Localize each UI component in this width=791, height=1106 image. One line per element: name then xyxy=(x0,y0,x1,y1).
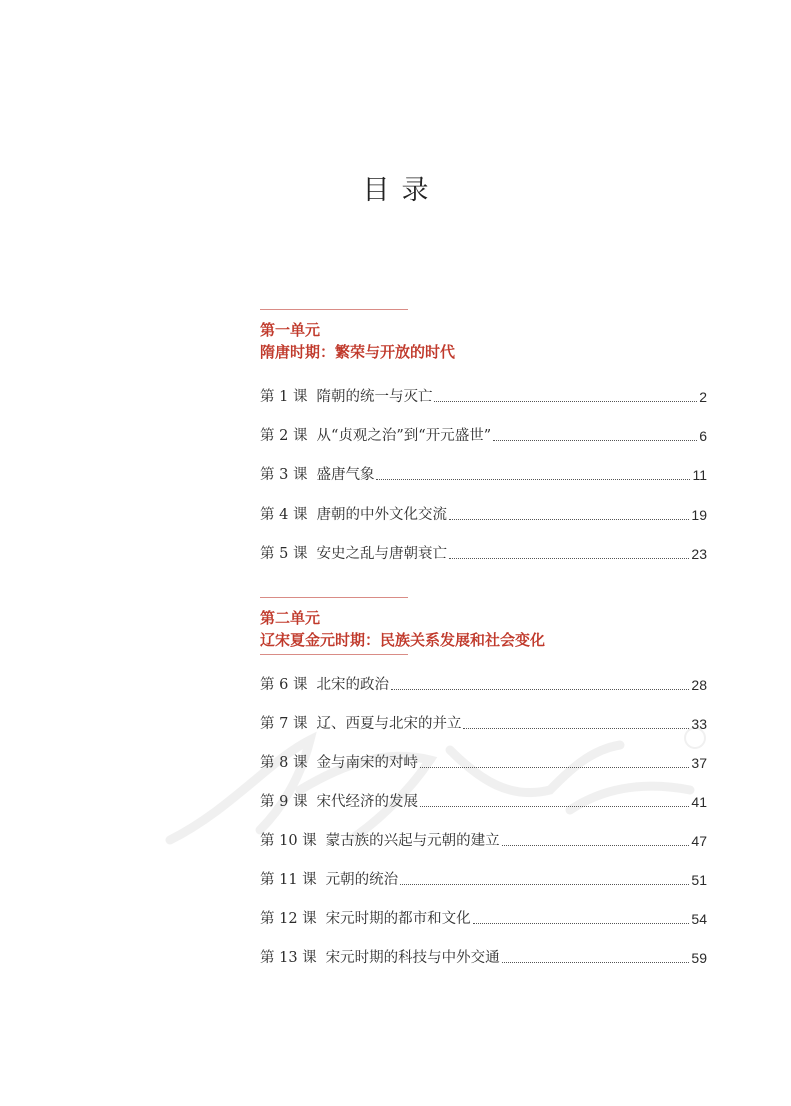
unit-label: 第一单元 xyxy=(260,321,321,339)
lesson-number: 第 2 课 xyxy=(260,428,308,444)
toc-entry[interactable] xyxy=(260,908,707,930)
page-number: 59 xyxy=(691,950,707,966)
toc-entry[interactable] xyxy=(260,869,707,891)
lesson-number: 第 6 课 xyxy=(260,677,308,693)
page-number: 11 xyxy=(692,467,707,483)
lesson-title: 辽、西夏与北宋的并立 xyxy=(316,716,462,732)
lesson-number: 第 1 课 xyxy=(260,389,308,405)
lesson-title: 唐朝的中外文化交流 xyxy=(316,507,447,523)
lesson-title: 宋元时期的科技与中外交通 xyxy=(325,950,500,966)
dot-leader xyxy=(400,884,689,885)
toc-entry[interactable] xyxy=(260,830,707,852)
toc-entry[interactable] xyxy=(260,464,707,486)
dot-leader xyxy=(463,728,689,729)
page-number: 23 xyxy=(691,546,707,562)
page-number: 41 xyxy=(691,794,707,810)
lesson-number: 第 7 课 xyxy=(260,716,308,732)
page-number: 19 xyxy=(691,507,707,523)
page-number: 2 xyxy=(699,389,707,405)
toc-entry[interactable] xyxy=(260,947,707,969)
lesson-number: 第 11 课 xyxy=(260,872,317,888)
lesson-title: 宋代经济的发展 xyxy=(316,794,418,810)
page-number: 6 xyxy=(699,428,707,444)
dot-leader xyxy=(376,479,690,480)
unit-divider xyxy=(260,597,408,598)
page-title: 目录 xyxy=(362,175,441,206)
lesson-number: 第 10 课 xyxy=(260,833,317,849)
lesson-title: 金与南宋的对峙 xyxy=(316,755,418,771)
dot-leader xyxy=(391,689,689,690)
unit-heading xyxy=(260,309,710,363)
dot-leader xyxy=(434,401,697,402)
unit-divider xyxy=(260,654,408,655)
unit-subtitle: 隋唐时期：繁荣与开放的时代 xyxy=(260,343,456,361)
dot-leader xyxy=(493,440,697,441)
lesson-title: 元朝的统治 xyxy=(325,872,399,888)
lesson-title: 从“贞观之治”到“开元盛世” xyxy=(316,428,492,444)
lesson-title: 盛唐气象 xyxy=(316,467,375,483)
dot-leader xyxy=(502,962,690,963)
dot-leader xyxy=(502,845,690,846)
page-number: 47 xyxy=(691,833,707,849)
toc-entry[interactable] xyxy=(260,543,707,565)
unit-subtitle: 辽宋夏金元时期：民族关系发展和社会变化 xyxy=(260,631,546,649)
page-number: 54 xyxy=(691,911,707,927)
lesson-number: 第 3 课 xyxy=(260,467,308,483)
dot-leader xyxy=(420,767,689,768)
toc-entry[interactable] xyxy=(260,713,707,735)
lesson-number: 第 13 课 xyxy=(260,950,317,966)
toc-entry[interactable] xyxy=(260,386,707,408)
lesson-title: 蒙古族的兴起与元朝的建立 xyxy=(325,833,500,849)
unit-divider xyxy=(260,309,408,310)
page-number: 51 xyxy=(691,872,707,888)
lesson-title: 北宋的政治 xyxy=(316,677,389,693)
lesson-number: 第 9 课 xyxy=(260,794,308,810)
toc-entry[interactable] xyxy=(260,674,707,696)
lesson-title: 隋朝的统一与灭亡 xyxy=(316,389,433,405)
page-number: 37 xyxy=(691,755,707,771)
dot-leader xyxy=(473,923,690,924)
lesson-number: 第 4 课 xyxy=(260,507,308,523)
dot-leader xyxy=(449,558,689,559)
lesson-title: 安史之乱与唐朝衰亡 xyxy=(316,546,447,562)
toc-entry[interactable] xyxy=(260,752,707,774)
lesson-number: 第 5 课 xyxy=(260,546,308,562)
unit-label: 第二单元 xyxy=(260,609,321,627)
lesson-number: 第 12 课 xyxy=(260,911,317,927)
dot-leader xyxy=(420,806,689,807)
toc-entry[interactable] xyxy=(260,425,707,447)
page-number: 28 xyxy=(691,677,707,693)
toc-entry[interactable] xyxy=(260,504,707,526)
lesson-title: 宋元时期的都市和文化 xyxy=(325,911,471,927)
dot-leader xyxy=(449,519,689,520)
unit-heading xyxy=(260,597,710,655)
page-number: 33 xyxy=(691,716,707,732)
toc-entry[interactable] xyxy=(260,791,707,813)
lesson-number: 第 8 课 xyxy=(260,755,308,771)
